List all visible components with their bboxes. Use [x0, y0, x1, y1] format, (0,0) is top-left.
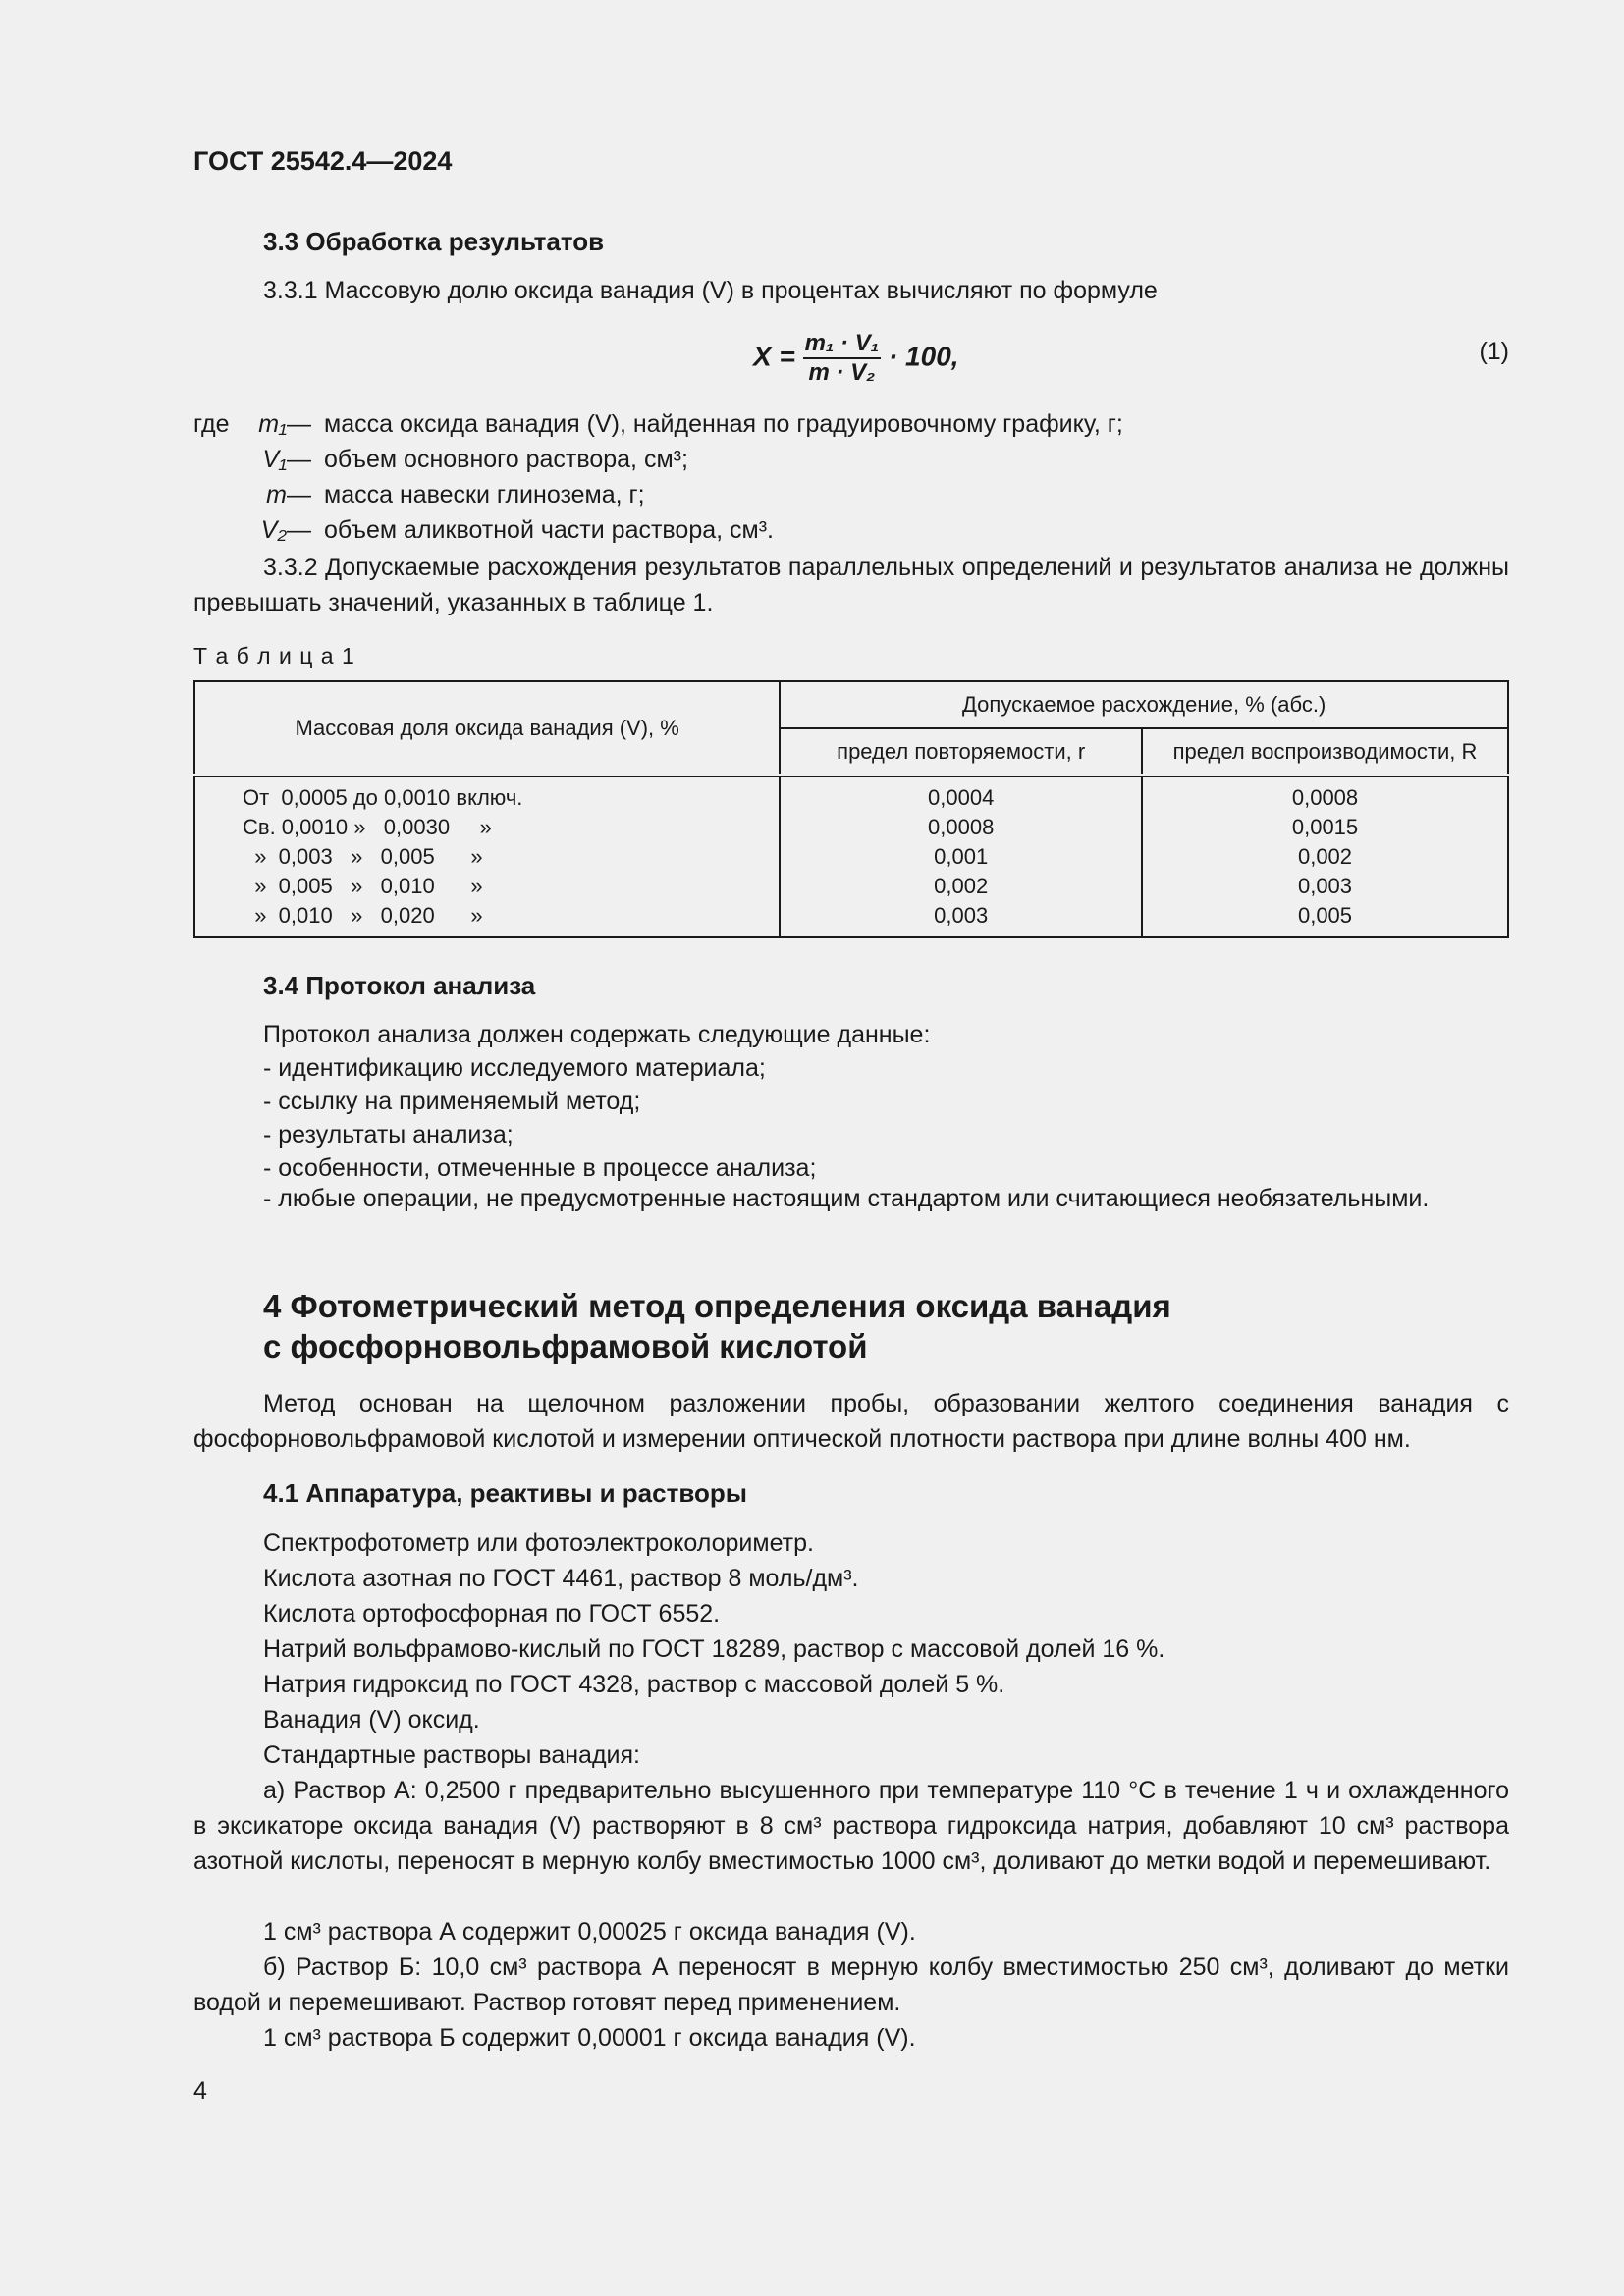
- legend-symbol: m: [266, 481, 287, 508]
- formula-number: (1): [1479, 338, 1509, 365]
- table-cell-R: [1142, 775, 1508, 937]
- legend-symbol: m₁: [258, 410, 287, 438]
- legend-symbol: V₂: [260, 516, 287, 544]
- solution-b-paragraph: б) Раствор Б: 10,0 см³ раствора А переносят в мерную колбу вместимостью 250 см³, доливают до метки водой и перемешивают. Раствор готовят перед применением.: [193, 1953, 1509, 2016]
- reagent-line: Натрия гидроксид по ГОСТ 4328, раствор с массовой долей 5 %.: [263, 1671, 1005, 1698]
- legend-symbol: V₁: [262, 446, 287, 473]
- table-cell-mass: [194, 775, 780, 937]
- legend-row: [193, 442, 1509, 477]
- section-4-title: [263, 1286, 1171, 1366]
- legend-row: [193, 477, 1509, 512]
- document-header: ГОСТ 25542.4—2024: [193, 146, 453, 176]
- legend-row: [193, 512, 1509, 548]
- section-3-4-title: 3.4 Протокол анализа: [263, 971, 536, 1000]
- table-row-mass: От 0,0005 до 0,0010 включ.: [243, 785, 523, 810]
- list-item: - ссылку на применяемый метод;: [263, 1088, 641, 1115]
- table-row-R: 0,005: [1297, 903, 1353, 928]
- protocol-intro: Протокол анализа должен содержать следующие данные:: [263, 1021, 931, 1048]
- legend-text: объем аликвотной части раствора, см³.: [324, 516, 774, 544]
- table-1: [193, 680, 1509, 938]
- legend-where: где: [193, 410, 230, 438]
- reagent-line: Кислота азотная по ГОСТ 4461, раствор 8 моль/дм³.: [263, 1565, 859, 1592]
- section-4-1-title: 4.1 Аппаратура, реактивы и растворы: [263, 1478, 747, 1508]
- solution-a-note: 1 см³ раствора А содержит 0,00025 г оксида ванадия (V).: [263, 1918, 916, 1946]
- table-head-group: Допускаемое расхождение, % (абс.): [780, 681, 1508, 728]
- section-4-title-line: с фосфорновольфрамовой кислотой: [263, 1328, 868, 1364]
- reagents-list: [263, 1525, 1164, 1773]
- solution-b-note: 1 см³ раствора Б содержит 0,00001 г оксида ванадия (V).: [263, 2024, 916, 2052]
- paragraph-3-3-2: 3.3.2 Допускаемые расхождения результатов параллельных определений и результатов анализа не должны превышать значений, указанных в таблице 1.: [193, 554, 1509, 616]
- reagent-line: Стандартные растворы ванадия:: [263, 1741, 640, 1769]
- table-row-r: 0,002: [934, 874, 989, 898]
- table-row-mass: Св. 0,0010 » 0,0030 »: [243, 815, 492, 839]
- reagent-line: Спектрофотометр или фотоэлектроколориметр.: [263, 1529, 814, 1557]
- list-item: - особенности, отмеченные в процессе анализа;: [263, 1154, 817, 1182]
- legend-dash: —: [287, 446, 311, 473]
- table-caption: Т а б л и ц а 1: [193, 643, 355, 668]
- table-cell-r: [780, 775, 1142, 937]
- legend-text: масса навески глинозема, г;: [324, 481, 645, 508]
- section-4-title-line: 4 Фотометрический метод определения оксида ванадия: [263, 1288, 1171, 1324]
- table-row-r: 0,0004: [928, 785, 995, 810]
- table-row-mass: » 0,005 » 0,010 »: [243, 874, 483, 898]
- table-row-r: 0,0008: [928, 815, 995, 839]
- solution-a-paragraph: а) Раствор А: 0,2500 г предварительно высушенного при температуре 110 °С в течение 1 ч и охлажденного в эксикаторе оксида ванадия (V) растворяют в 8 см³ раствора гидроксида натрия, добавляют 10 см³ раствора азотной кислоты, переносят в мерную колбу вместимостью 1000 см³, доливают до метки водой и перемешивают.: [193, 1777, 1509, 1875]
- protocol-list: [263, 1018, 930, 1185]
- table-row-r: 0,003: [934, 903, 989, 928]
- legend-dash: —: [287, 410, 311, 438]
- legend-dash: —: [287, 481, 311, 508]
- formula-lhs: X =: [753, 341, 795, 372]
- reagent-line: Кислота ортофосфорная по ГОСТ 6552.: [263, 1600, 721, 1628]
- list-item-last: - любые операции, не предусмотренные настоящим стандартом или считающиеся необязательными.: [263, 1185, 1430, 1212]
- formula-fraction: [803, 330, 882, 387]
- legend-row: [193, 406, 1509, 442]
- formula-rhs: · 100,: [888, 341, 959, 372]
- table-head-R: предел воспроизводимости, R: [1142, 728, 1508, 775]
- page-number: 4: [193, 2077, 207, 2105]
- paragraph-3-3-1: 3.3.1 Массовую долю оксида ванадия (V) в процентах вычисляют по формуле: [263, 277, 1158, 304]
- table-row-mass: » 0,003 » 0,005 »: [243, 844, 483, 869]
- reagent-line: Ванадия (V) оксид.: [263, 1706, 480, 1734]
- table-row-R: 0,0008: [1291, 785, 1359, 810]
- list-item: - результаты анализа;: [263, 1121, 514, 1148]
- table-head-mass: Массовая доля оксида ванадия (V), %: [194, 681, 780, 775]
- formula-denominator: m · V₂: [808, 359, 876, 386]
- legend-text: масса оксида ванадия (V), найденная по градуировочному графику, г;: [324, 410, 1123, 438]
- table-row-R: 0,003: [1297, 874, 1353, 898]
- table-row-R: 0,002: [1297, 844, 1353, 869]
- formula-1: [753, 330, 959, 386]
- formula-numerator: m₁ · V₁: [803, 330, 882, 359]
- legend-text: объем основного раствора, см³;: [324, 446, 688, 473]
- section-4-paragraph: Метод основан на щелочном разложении пробы, образовании желтого соединения ванадия с фосфорновольфрамовой кислотой и измерении оптической плотности раствора при длине волны 400 нм.: [193, 1390, 1509, 1453]
- table-head-r: предел повторяемости, r: [780, 728, 1142, 775]
- section-3-3-title: 3.3 Обработка результатов: [263, 227, 605, 256]
- reagent-line: Натрий вольфрамово-кислый по ГОСТ 18289, раствор с массовой долей 16 %.: [263, 1635, 1165, 1663]
- table-row-r: 0,001: [934, 844, 989, 869]
- list-item: - идентификацию исследуемого материала;: [263, 1054, 766, 1082]
- formula-legend: [193, 406, 1509, 548]
- table-row-mass: » 0,010 » 0,020 »: [243, 903, 483, 928]
- legend-dash: —: [287, 516, 311, 544]
- table-row-R: 0,0015: [1291, 815, 1359, 839]
